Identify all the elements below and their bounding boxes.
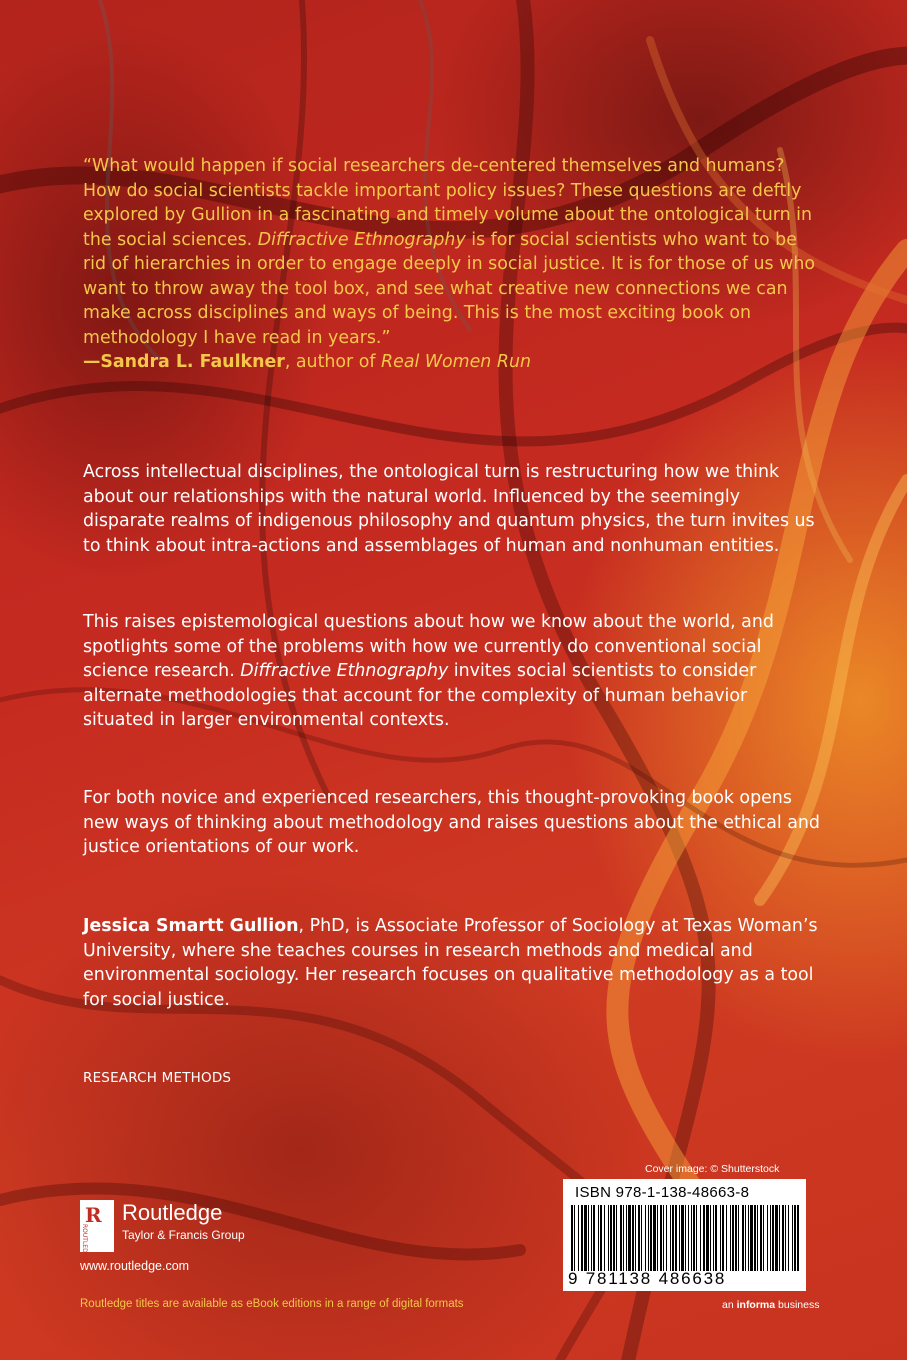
barcode-bar xyxy=(732,1205,734,1271)
barcode-bar xyxy=(581,1205,583,1271)
barcode-bar xyxy=(645,1205,646,1271)
barcode-bar xyxy=(782,1205,784,1271)
barcode-bar xyxy=(600,1205,602,1271)
barcode-bar xyxy=(742,1205,744,1271)
barcode-bar xyxy=(767,1205,768,1271)
quote-attribution-name: Sandra L. Faulkner xyxy=(100,352,285,372)
author-bio xyxy=(83,914,823,1012)
barcode-bar xyxy=(578,1205,579,1271)
barcode-bar xyxy=(679,1205,680,1271)
barcode-bar xyxy=(797,1205,799,1271)
barcode-bar xyxy=(641,1205,642,1271)
barcode-bar xyxy=(710,1205,711,1271)
barcode-bar xyxy=(696,1205,697,1271)
p2-text-after: invites social scientists to consider alternate methodologies that account for the complexity of human behavior situated in larger environmental contexts. xyxy=(83,661,757,730)
quote-attribution-mid: , author of xyxy=(284,352,382,372)
barcode-bar xyxy=(591,1205,592,1271)
barcode-bar xyxy=(691,1205,692,1271)
barcode-bar xyxy=(788,1205,789,1271)
barcode-bar xyxy=(792,1205,793,1271)
isbn-label: ISBN 978-1-138-48663-8 xyxy=(575,1184,750,1201)
barcode-bar xyxy=(757,1205,758,1271)
author-bio-text: , PhD, is Associate Professor of Sociology at Texas Woman’s University, where she teaches courses in research methods and medical and environmental sociology. Her research focuses on qualitative methodology as a tool for social justice. xyxy=(83,916,818,1010)
barcode-bar xyxy=(754,1205,756,1271)
informa-brand: informa xyxy=(736,1299,776,1311)
publisher-group: Taylor & Francis Group xyxy=(122,1228,245,1242)
barcode-bar xyxy=(571,1205,573,1271)
quote-attribution-book: Real Women Run xyxy=(381,352,531,372)
quote-text-before: “What would happen if social researchers de-centered themselves and humans? How do social scientists tackle important policy issues? These questions are deftly explored by Gullion in a fascinating and timely volume about the ontological turn in the social sciences. xyxy=(83,156,813,250)
barcode-bar xyxy=(745,1205,746,1271)
barcode-bar xyxy=(598,1205,599,1271)
barcode-bar xyxy=(685,1205,686,1271)
barcode-bar xyxy=(650,1205,652,1271)
barcode-bar xyxy=(670,1205,671,1271)
barcode-bar xyxy=(760,1205,762,1271)
barcode-bar xyxy=(693,1205,695,1271)
barcode-bar xyxy=(608,1205,609,1271)
barcode-bar xyxy=(681,1205,684,1271)
barcode-bar xyxy=(632,1205,634,1271)
barcode-bar xyxy=(610,1205,612,1271)
barcode-bar xyxy=(775,1205,778,1271)
ebook-note: Routledge titles are available as eBook editions in a range of digital formats xyxy=(80,1298,464,1310)
routledge-logo xyxy=(80,1200,245,1262)
barcode-bar xyxy=(653,1205,656,1271)
barcode-bar xyxy=(648,1205,649,1271)
barcode-bar xyxy=(715,1205,717,1271)
description-paragraph-2 xyxy=(83,610,823,733)
barcode-bar xyxy=(623,1205,624,1271)
barcode-bar xyxy=(675,1205,677,1271)
barcode-bar xyxy=(672,1205,674,1271)
barcode-bar xyxy=(779,1205,780,1271)
cover-credit: Cover image: © Shutterstock xyxy=(645,1163,780,1175)
barcode-bar xyxy=(770,1205,771,1271)
barcode-bar xyxy=(616,1205,617,1271)
barcode-bar xyxy=(713,1205,714,1271)
barcode-bar xyxy=(660,1205,662,1271)
barcode-bar xyxy=(735,1205,737,1271)
barcode-bar xyxy=(722,1205,724,1271)
barcode-bar xyxy=(703,1205,705,1271)
logo-letter: R xyxy=(85,1203,102,1227)
barcode-bar xyxy=(794,1205,796,1271)
barcode-bar xyxy=(730,1205,731,1271)
barcode-bar xyxy=(750,1205,753,1271)
barcode-bar xyxy=(688,1205,689,1271)
barcode-bar xyxy=(772,1205,774,1271)
endorsement-quote xyxy=(83,154,823,375)
barcode-bar xyxy=(700,1205,701,1271)
informa-suffix: business xyxy=(775,1299,820,1311)
subject-category: RESEARCH METHODS xyxy=(83,1070,232,1086)
barcode-bar xyxy=(726,1205,727,1271)
barcode-bar xyxy=(706,1205,709,1271)
quote-text-after: is for social scientists who want to be rid of hierarchies in order to engage deeply in social justice. It is for those of us who want to throw away the tool box, and see what creative new connections we can make across disciplines and ways of being. This is the most exciting book on methodology I have read in years.” xyxy=(83,229,816,348)
barcode-bar xyxy=(620,1205,622,1271)
informa-prefix: an xyxy=(722,1299,737,1311)
publisher-name: Routledge xyxy=(122,1200,223,1225)
barcode-bar xyxy=(593,1205,595,1271)
author-name: Jessica Smartt Gullion xyxy=(83,916,299,936)
description-paragraph-3: For both novice and experienced researchers, this thought-provoking book opens new ways of thinking about methodology and raises questions about the ethical and justice orientations of our work. xyxy=(83,788,820,857)
barcode-bar xyxy=(638,1205,640,1271)
barcode-bar xyxy=(588,1205,589,1271)
barcode-bar xyxy=(738,1205,739,1271)
barcode-bar xyxy=(574,1205,575,1271)
logo-vertical-text: ROUTLEDGE xyxy=(81,1224,88,1262)
barcode-bar xyxy=(666,1205,667,1271)
barcode-bar xyxy=(720,1205,721,1271)
barcode-bar xyxy=(763,1205,764,1271)
barcode-bar xyxy=(748,1205,749,1271)
barcode-digits: 9 781138 486638 xyxy=(568,1269,727,1288)
barcode-bar xyxy=(628,1205,631,1271)
p2-book-title: Diffractive Ethnography xyxy=(240,661,449,681)
barcode-bar xyxy=(635,1205,636,1271)
p2-text-before: This raises epistemological questions about how we know about the world, and spotlights some of the problems with how we currently do conventional social science research. xyxy=(83,612,774,681)
barcode-bar xyxy=(584,1205,587,1271)
informa-business xyxy=(722,1299,819,1311)
barcode-bar xyxy=(626,1205,627,1271)
barcode-bar xyxy=(657,1205,658,1271)
routledge-logo-mark xyxy=(80,1200,114,1262)
isbn-barcode xyxy=(563,1179,806,1291)
barcode-bars xyxy=(571,1205,799,1271)
description-paragraph-1: Across intellectual disciplines, the ontological turn is restructuring how we think about our relationships with the natural world. Influenced by the seemingly disparate realms of indigenous philosophy and quantum physics, the turn invites us to think about intra-actions and assemblages of human and nonhuman entities. xyxy=(83,462,815,556)
publisher-url[interactable]: www.routledge.com xyxy=(80,1259,190,1273)
quote-book-title: Diffractive Ethnography xyxy=(257,229,466,250)
barcode-bar xyxy=(785,1205,786,1271)
barcode-bar xyxy=(663,1205,664,1271)
logo-text xyxy=(122,1200,245,1242)
quote-dash: — xyxy=(83,352,101,372)
barcode-bar xyxy=(604,1205,605,1271)
barcode-bar xyxy=(613,1205,615,1271)
